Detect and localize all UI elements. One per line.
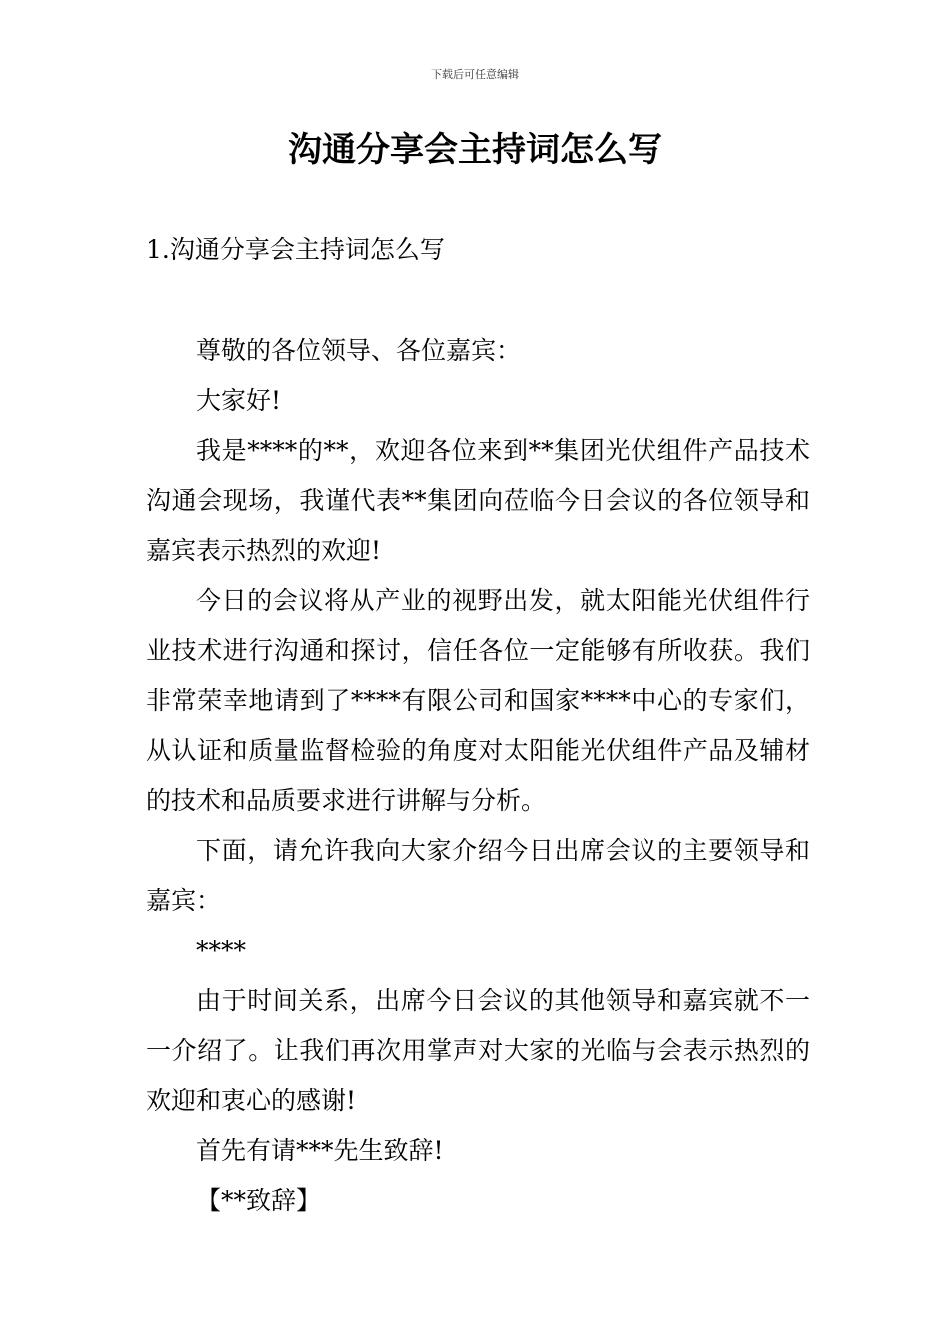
welcome-paragraph: 我是****的**，欢迎各位来到**集团光伏组件产品技术沟通会现场，我谨代表**集团向莅临今日会议的各位领导和嘉宾表示热烈的欢迎! <box>146 436 810 565</box>
section-heading: 1.沟通分享会主持词怎么写 <box>146 235 445 264</box>
header-note: 下载后可任意编辑 <box>431 68 519 81</box>
salutation-paragraph: 尊敬的各位领导、各位嘉宾： <box>196 336 522 365</box>
meeting-intro-paragraph: 今日的会议将从产业的视野出发，就太阳能光伏组件行业技术进行沟通和探讨，信任各位一定能够有所收获。我们非常荣幸地请到了****有限公司和国家****中心的专家们，从认证和质量监督检验的角度对太阳能光伏组件产品及辅材的技术和品质要求进行讲解与分析。 <box>146 586 810 815</box>
document-title: 沟通分享会主持词怎么写 <box>288 130 662 170</box>
document-body <box>146 326 810 1226</box>
invite-speech-paragraph: 首先有请***先生致辞! <box>196 1136 444 1165</box>
greeting-paragraph: 大家好! <box>196 386 282 415</box>
introduce-guests-paragraph: 下面，请允许我向大家介绍今日出席会议的主要领导和嘉宾： <box>146 836 810 915</box>
speech-marker: 【**致辞】 <box>196 1186 322 1215</box>
thanks-paragraph: 由于时间关系，出席今日会议的其他领导和嘉宾就不一一介绍了。让我们再次用掌声对大家的光临与会表示热烈的欢迎和衷心的感谢! <box>146 986 810 1115</box>
guest-list-placeholder: **** <box>196 936 246 965</box>
